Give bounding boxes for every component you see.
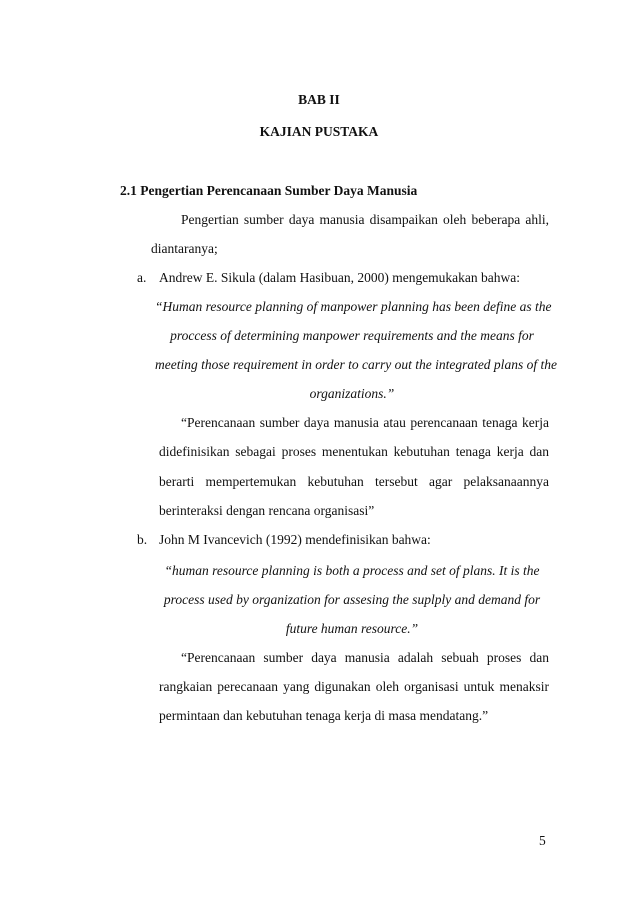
item-a-quote-line-4: organizations.” bbox=[309, 386, 395, 401]
item-b-marker: b. bbox=[137, 532, 148, 547]
chapter-title: KAJIAN PUSTAKA bbox=[259, 124, 379, 139]
intro-line-1: Pengertian sumber daya manusia disampaikan oleh beberapa ahli, bbox=[181, 212, 549, 227]
item-a-paraphrase-line-3: berarti mempertemukan kebutuhan tersebut agar pelaksanaannya bbox=[159, 474, 549, 489]
chapter-number: BAB II bbox=[298, 92, 340, 107]
item-b-paraphrase-line-2: rangkaian perecanaan yang digunakan oleh organisasi untuk menaksir bbox=[159, 679, 549, 694]
item-a-quote-line-2: proccess of determining manpower requirements and the means for bbox=[170, 328, 534, 343]
item-a-paraphrase-line-4: berinteraksi dengan rencana organisasi” bbox=[159, 503, 375, 518]
item-a-paraphrase-line-1: “Perencanaan sumber daya manusia atau perencanaan tenaga kerja bbox=[181, 415, 549, 430]
item-a-quote-line-1: “Human resource planning of manpower planning has been define as the bbox=[155, 299, 552, 314]
intro-line-2: diantaranya; bbox=[151, 241, 218, 256]
item-a-lead: Andrew E. Sikula (dalam Hasibuan, 2000) mengemukakan bahwa: bbox=[159, 270, 521, 285]
page-number: 5 bbox=[539, 833, 546, 848]
item-b-quote-line-2: process used by organization for assesing the suplply and demand for bbox=[163, 592, 541, 607]
item-b-paraphrase-line-3: permintaan dan kebutuhan tenaga kerja di masa mendatang.” bbox=[159, 708, 489, 723]
item-b-quote-line-1: “human resource planning is both a process and set of plans. It is the bbox=[164, 563, 540, 578]
item-a-paraphrase-line-2: didefinisikan sebagai proses menentukan kebutuhan tenaga kerja dan bbox=[159, 444, 549, 459]
item-b-quote-line-3: future human resource.” bbox=[285, 621, 419, 636]
section-heading: 2.1 Pengertian Perencanaan Sumber Daya Manusia bbox=[120, 183, 418, 198]
item-a-marker: a. bbox=[137, 270, 147, 285]
item-a-quote-line-3: meeting those requirement in order to carry out the integrated plans of the bbox=[155, 357, 557, 372]
item-b-paraphrase-line-1: “Perencanaan sumber daya manusia adalah sebuah proses dan bbox=[181, 650, 549, 665]
item-b-lead: John M Ivancevich (1992) mendefinisikan bahwa: bbox=[159, 532, 431, 547]
